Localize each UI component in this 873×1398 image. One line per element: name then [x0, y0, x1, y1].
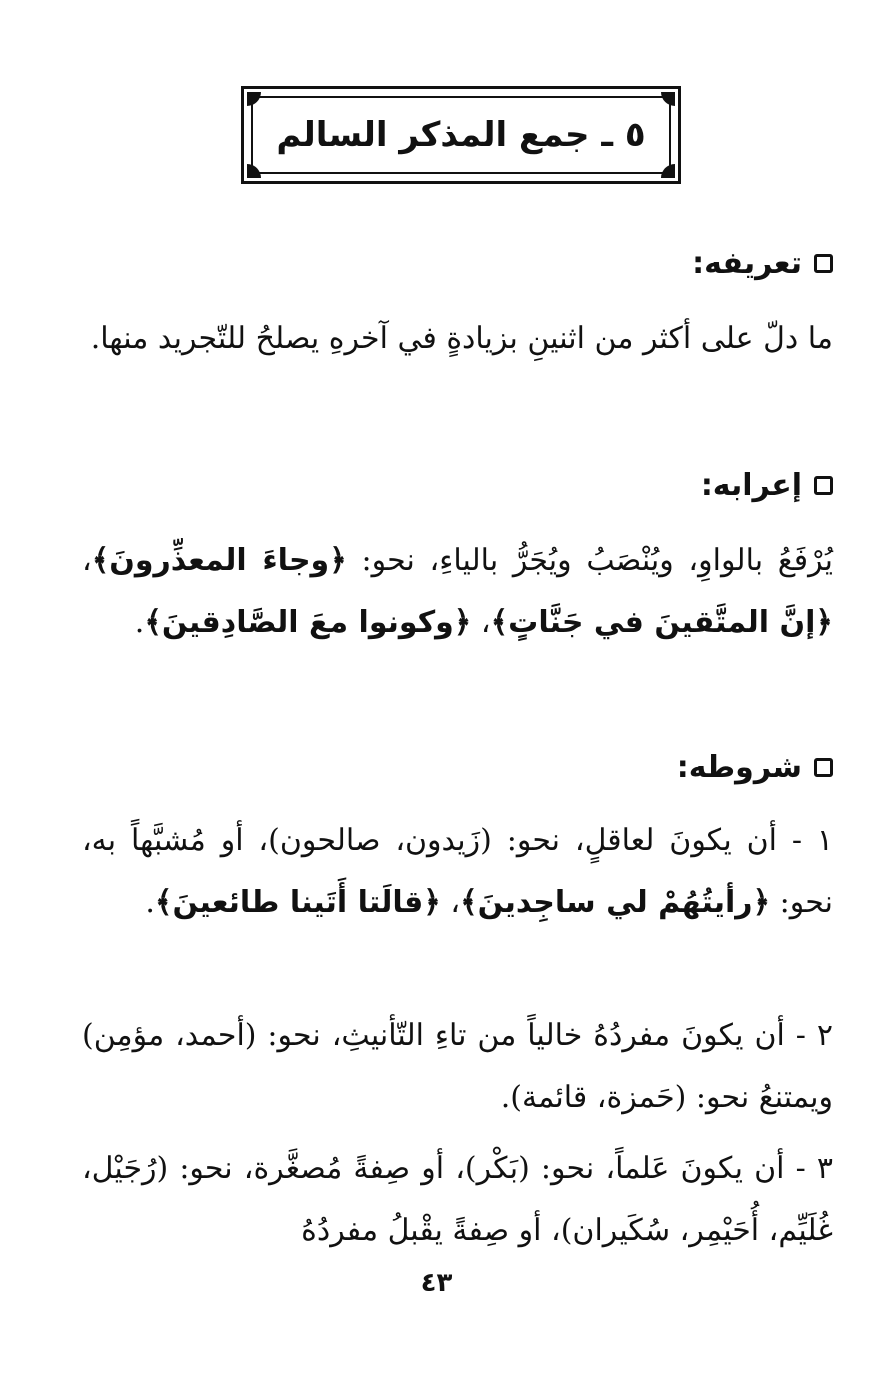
sentence-end: .	[145, 885, 155, 920]
quran-bracket-close: ﴾	[144, 605, 162, 640]
quran-quote: إنَّ المتَّقينَ في جَنَّاتٍ	[508, 605, 816, 640]
quran-bracket-open: ﴿	[752, 885, 771, 920]
quran-bracket-close: ﴾	[154, 885, 173, 920]
quran-bracket-open: ﴿	[815, 605, 833, 640]
checkbox-icon	[814, 254, 833, 273]
quran-bracket-open: ﴿	[453, 605, 472, 640]
section-heading-inflection	[701, 468, 833, 503]
quran-quote: وكونوا معَ الصَّادِقينَ	[161, 605, 454, 640]
separator: ،	[82, 543, 92, 578]
checkbox-icon	[814, 758, 833, 777]
paragraph-text: ١ - أن يكونَ لعاقلٍ، نحو: (زَيدون، صالحون)، أو مُشبَّهاً به، نحو:	[82, 823, 833, 920]
inflection-paragraph	[82, 530, 833, 654]
condition-1-paragraph	[82, 810, 833, 934]
quran-bracket-open: ﴿	[423, 885, 441, 920]
section-heading-label: شروطه:	[676, 750, 802, 785]
paragraph-text: يُرْفَعُ بالواوِ، ويُنْصَبُ ويُجَرُّ بالياءِ، نحو:	[346, 543, 833, 578]
section-heading-label: إعرابه:	[700, 468, 802, 503]
checkbox-icon	[814, 476, 833, 495]
title-inner-border	[251, 96, 671, 174]
section-heading-definition	[692, 246, 833, 281]
page-number: ٤٣	[420, 1268, 453, 1298]
condition-3-paragraph: ٣ - أن يكونَ عَلماً، نحو: (بَكْر)، أو صِفةً مُصغَّرة، نحو: (رُجَيْل، غُلَيِّم، أُحَيْمِر، سُكَيران)، أو صِفةً يقْبلُ مفردُهُ	[82, 1151, 833, 1248]
quran-quote: قالَتا أَتَينا طائعينَ	[172, 885, 424, 920]
separator: ،	[471, 605, 491, 640]
sentence-end: .	[134, 605, 145, 640]
quran-bracket-close: ﴾	[460, 885, 478, 920]
title-frame	[241, 86, 681, 184]
condition-2-paragraph: ٢ - أن يكونَ مفردُهُ خالياً من تاءِ التّأنيثِ، نحو: (أحمد، مؤمِن) ويمتنعُ نحو: (حَمزة، قائمة).	[82, 1018, 833, 1115]
quran-bracket-close: ﴾	[91, 543, 110, 578]
section-heading-conditions	[677, 750, 833, 785]
separator: ،	[440, 885, 461, 920]
quran-quote: وجاءَ المعذِّرونَ	[109, 543, 330, 578]
quran-bracket-close: ﴾	[490, 605, 509, 640]
quran-bracket-open: ﴿	[329, 543, 347, 578]
section-heading-label: تعريفه:	[692, 246, 802, 281]
chapter-title: ٥ ـ جمع المذكر السالم	[276, 115, 646, 155]
quran-quote: رأيتُهُمْ لي ساجِدينَ	[477, 885, 753, 920]
definition-paragraph: ما دلّ على أكثر من اثنينِ بزيادةٍ في آخرهِ يصلحُ للتّجريد منها.	[90, 321, 833, 356]
